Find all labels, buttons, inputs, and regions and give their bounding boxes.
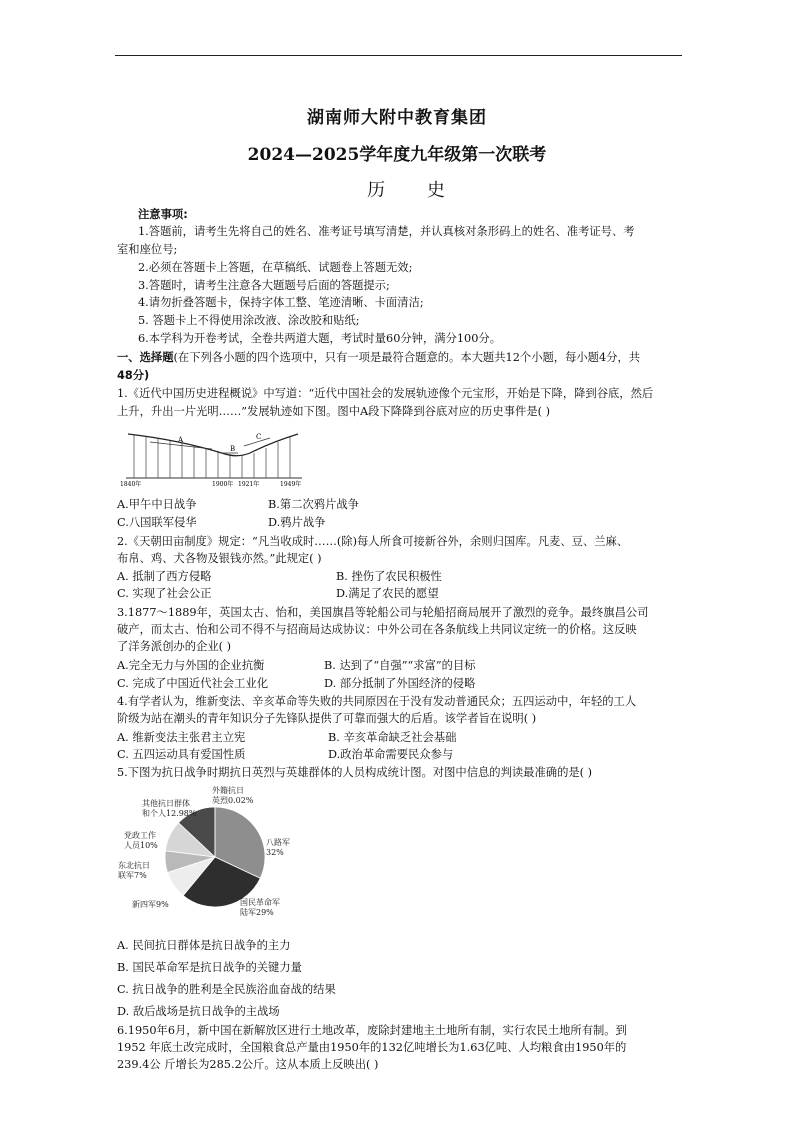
- notice-item: 室和座位号;: [117, 243, 178, 256]
- label-foreign-2: 英烈0.02%: [212, 796, 254, 805]
- tick-label: 1949年: [280, 481, 302, 488]
- q5-stem: 5.下图为抗日战争时期抗日英烈与英雄群体的人员构成统计图。对图中信息的判读最准确的是( ): [117, 766, 593, 779]
- label-foreign-1: 外籍抗日: [212, 786, 244, 795]
- q2-option-c[interactable]: C. 实现了社会公正: [117, 587, 212, 600]
- label-other-2: 和个人12.98%: [142, 809, 197, 818]
- exam-title: 2024—2025学年度九年级第一次联考: [247, 145, 547, 165]
- q2-option-b[interactable]: B. 挫伤了农民积极性: [336, 570, 442, 583]
- label-kmt-1: 国民革命军: [240, 898, 280, 907]
- label-kmt-2: 陆军29%: [240, 908, 274, 917]
- label-8th-2: 32%: [266, 848, 284, 857]
- q3-option-c[interactable]: C. 完成了中国近代社会工业化: [117, 677, 268, 690]
- q3-option-a[interactable]: A.完全无力与外国的企业抗衡: [117, 659, 265, 672]
- q1-stem: 上升，升出一片光明……”发展轨迹如下图。图中A段下降降到谷底对应的历史事件是( ): [117, 405, 551, 418]
- label-other-1: 其他抗日群体: [142, 799, 190, 808]
- section-desc: (在下列各小题的四个选项中，只有一项是最符合题意的。本大题共12个小题，每小题4分，共: [173, 351, 641, 364]
- q6-stem: 1952 年底土改完成时，全国粮食总产量由1950年的132亿吨增长为1.63亿吨、人均粮食由1950年的: [117, 1041, 627, 1054]
- q5-option-b[interactable]: B. 国民革命军是抗日战争的关键力量: [117, 961, 302, 974]
- q3-option-d[interactable]: D. 部分抵制了外国经济的侵略: [324, 677, 476, 690]
- q4-option-c[interactable]: C. 五四运动具有爱国性质: [117, 748, 246, 761]
- notice-item: 4.请勿折叠答题卡，保持字体工整、笔迹清晰、卡面清洁;: [138, 296, 424, 309]
- label-party-1: 党政工作: [124, 831, 156, 840]
- trend-figure: [120, 422, 306, 490]
- section-heading: [117, 349, 640, 366]
- notice-item: 2.必须在答题卡上答题，在草稿纸、试题卷上答题无效;: [138, 261, 413, 274]
- tick-label: 1921年: [238, 481, 260, 488]
- top-rule: [115, 55, 682, 56]
- q4-stem: 4.有学者认为，维新变法、辛亥革命等失败的共同原因在于没有发动普通民众；五四运动中，年轻的工人: [117, 695, 637, 708]
- notice-title: 注意事项:: [138, 208, 188, 221]
- q4-stem: 阶级为站在潮头的青年知识分子先锋队提供了可靠而强大的后盾。该学者旨在说明( ): [117, 712, 537, 725]
- q2-stem: 2.《天朝田亩制度》规定：“凡当收成时……(除)每人所食可接新谷外，余则归国库。凡麦、豆、兰麻、: [117, 535, 629, 548]
- tick-label: 1840年: [120, 481, 142, 488]
- q2-option-d[interactable]: D.满足了农民的愿望: [336, 587, 439, 600]
- segment-c-label: C: [256, 433, 262, 441]
- label-8th-1: 八路军: [266, 838, 290, 847]
- label-ne-2: 联军7%: [118, 871, 147, 880]
- label-party-2: 人员10%: [124, 841, 158, 850]
- pie-chart: [110, 783, 310, 923]
- subject-title: 历 史: [367, 180, 463, 201]
- q3-stem: 3.1877～1889年，英国太古、怡和，美国旗昌等轮船公司与轮船招商局展开了激烈的竞争。最终旗昌公司: [117, 606, 649, 619]
- tick-label: 1900年: [212, 481, 234, 488]
- q1-option-d[interactable]: D.鸦片战争: [268, 516, 326, 529]
- segment-b-label: B: [230, 445, 236, 453]
- q4-option-a[interactable]: A. 维新变法主张君主立宪: [117, 731, 246, 744]
- q6-stem: 239.4公 斤增长为285.2公斤。这从本质上反映出( ): [117, 1058, 379, 1071]
- q6-stem: 6.1950年6月，新中国在新解放区进行土地改革，废除封建地主土地所有制，实行农民土地所有制。到: [117, 1024, 627, 1037]
- q1-option-c[interactable]: C.八国联军侵华: [117, 516, 197, 529]
- q1-option-a[interactable]: A.甲午中日战争: [117, 498, 197, 511]
- q2-stem: 布帛、鸡、犬各物及银钱亦然。”此规定( ): [117, 552, 322, 565]
- label-n4: 新四军9%: [132, 900, 169, 909]
- segment-a-label: A: [178, 436, 184, 444]
- q3-stem: 了洋务派创办的企业( ): [117, 640, 232, 653]
- section-desc-cont: 48分): [117, 369, 150, 382]
- q1-option-b[interactable]: B.第二次鸦片战争: [268, 498, 359, 511]
- q3-stem: 破产，而太古、怡和公司不得不与招商局达成协议：中外公司在各条航线上共同议定统一的价格。这反映: [117, 623, 637, 636]
- q1-stem: 1.《近代中国历史进程概说》中写道：“近代中国社会的发展轨迹像个元宝形，开始是下降，降到谷底，然后: [117, 387, 654, 400]
- notice-item: 5. 答题卡上不得使用涂改液、涂改胶和贴纸;: [138, 314, 360, 327]
- trend-curve: [128, 434, 298, 456]
- q5-option-d[interactable]: D. 敌后战场是抗日战争的主战场: [117, 1005, 280, 1018]
- q4-option-d[interactable]: D.政治革命需要民众参与: [328, 748, 454, 761]
- section-title: 一、选择题: [117, 351, 174, 364]
- org-title: 湖南师大附中教育集团: [307, 108, 487, 128]
- notice-item: 6.本学科为开卷考试，全卷共两道大题，考试时量60分钟，满分100分。: [138, 332, 502, 345]
- label-ne-1: 东北抗日: [118, 861, 150, 870]
- q4-option-b[interactable]: B. 辛亥革命缺乏社会基础: [328, 731, 457, 744]
- q5-option-c[interactable]: C. 抗日战争的胜利是全民族浴血奋战的结果: [117, 983, 336, 996]
- notice-item: 1.答题前，请考生先将自己的姓名、准考证号填写清楚，并认真核对条形码上的姓名、准考证号、考: [138, 225, 635, 238]
- q5-option-a[interactable]: A. 民间抗日群体是抗日战争的主力: [117, 939, 291, 952]
- notice-item: 3.答题时，请考生注意各大题题号后面的答题提示;: [138, 279, 390, 292]
- q2-option-a[interactable]: A. 抵制了西方侵略: [117, 570, 212, 583]
- vertical-lines: [134, 435, 290, 478]
- q3-option-b[interactable]: B. 达到了“自强”“求富”的目标: [324, 659, 476, 672]
